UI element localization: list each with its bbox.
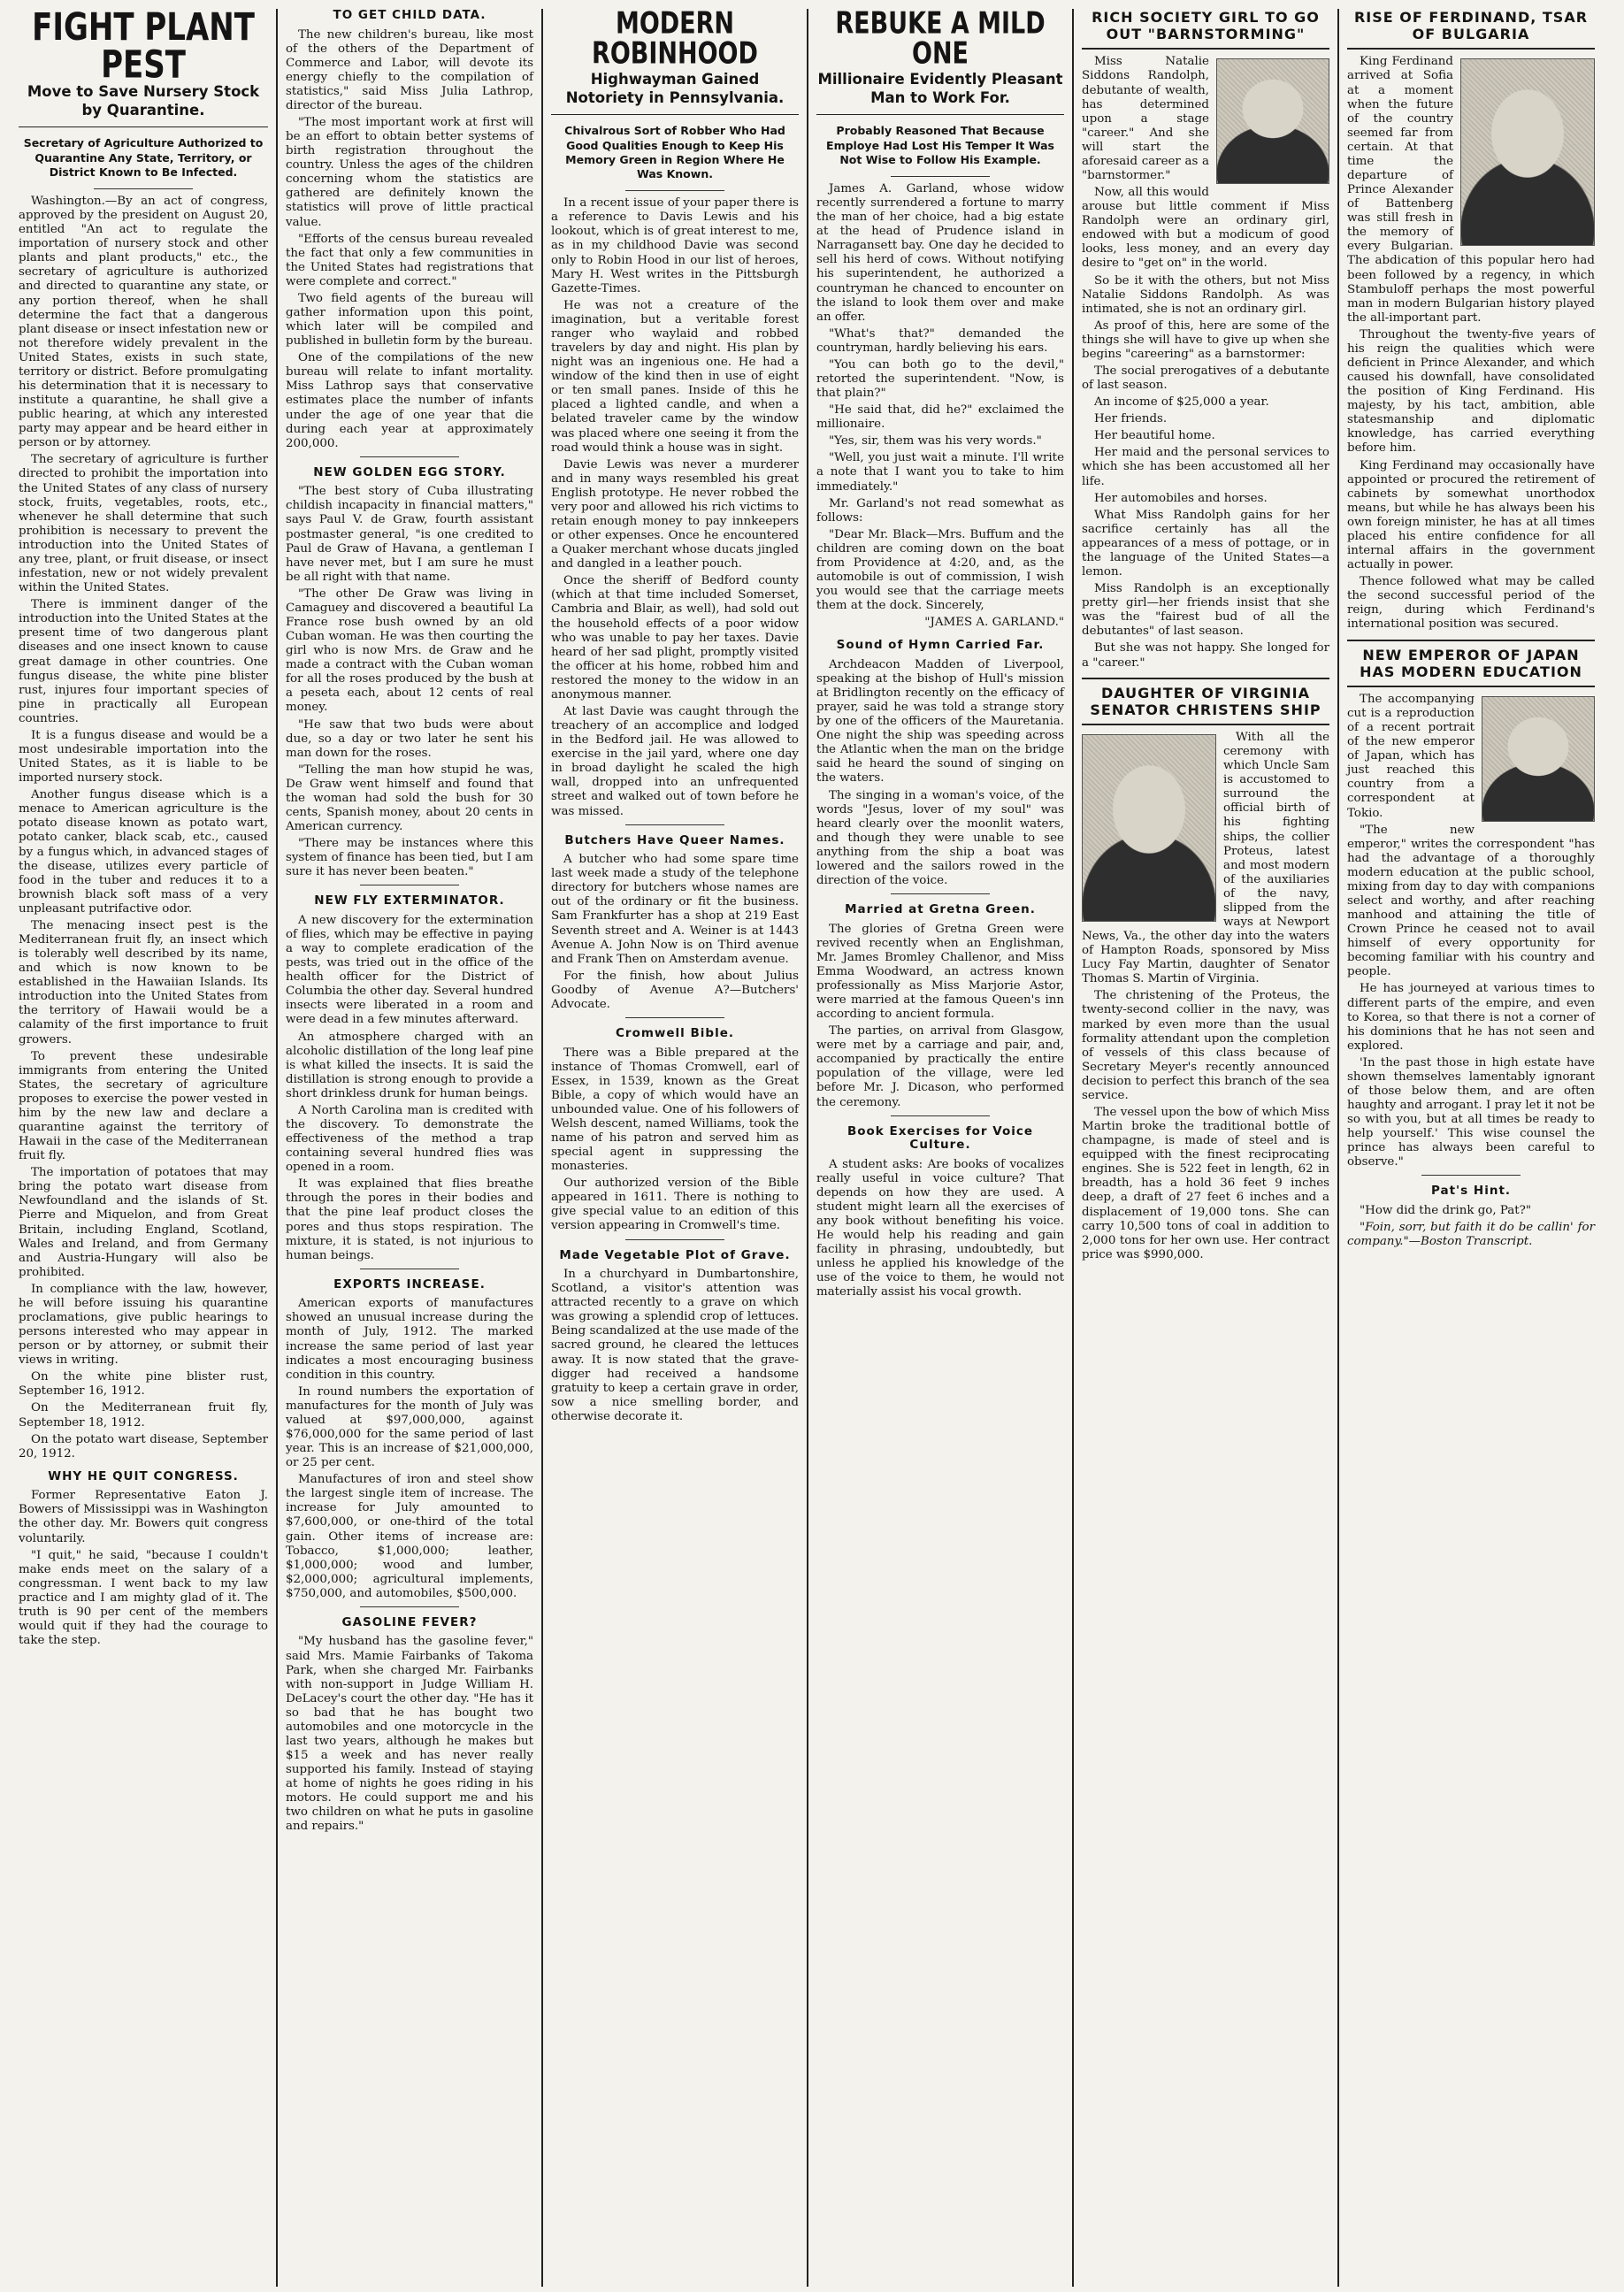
divider — [625, 824, 724, 825]
paragraph: "You can both go to the devil," retorted the superintendent. "Now, is that plain?" — [816, 357, 1064, 401]
article-body-cromwell-bible — [551, 1046, 799, 1234]
headline-fly-exterminator: NEW FLY EXTERMINATOR. — [314, 893, 505, 908]
paragraph: A butcher who had some spare time last week made a study of the telephone directory for butchers whose names are out of the ordinary or fit the business. Sam Frankfurter has a shop at 219 East Seventh street and A. Weiner is at 1443 Avenue A. John Now is on Third avenue and Frank Then on Amsterdam avenue. — [551, 853, 799, 966]
paragraph: The new children's bureau, like most of the others of the Department of Commerce and Labor, will devote its energy chiefly to the compilation of statistics," said Miss Julia Lathrop, director of the bureau. — [286, 27, 533, 112]
headline-emperor-of-japan: NEW EMPEROR OF JAPAN HAS MODERN EDUCATION — [1360, 646, 1582, 680]
paragraph: A student asks: Are books of vocalizes really useful in voice culture? That depends on how they are used. A student might learn all the exercises of any book without benefiting his voice. He would help his reading and gain facility in phrasing, undoubtedly, but unless he applied his knowledge of the use of the voice to them, he would not materially assist his vocal growth. — [816, 1157, 1064, 1299]
divider — [1082, 48, 1329, 50]
paragraph: In compliance with the law, however, he will before issuing his quarantine proclamations, give public hearings to persons interested who may appear in person or by attorney, or submit their views in writing. — [19, 1282, 268, 1368]
divider — [360, 456, 459, 457]
paragraph: On the potato wart disease, September 20, 1912. — [19, 1432, 268, 1460]
paragraph: "Dear Mr. Black—Mrs. Buffum and the children are coming down on the boat from Providence at 4:20, and, as the automobile is out of commission, I wish you would see that the carriage meets them at the dock. Sincerely, — [816, 527, 1064, 613]
paragraph: Manufactures of iron and steel show the largest single item of increase. The increase for July amounted to $7,600,000, or one-third of the total gain. Other items of increase are: Tobacco, $1,000,000; leather, $1,000,000; wood and lumber, $2,000,000; agricultural implements, $750,000, and automobiles, $500,000. — [286, 1473, 533, 1600]
paragraph: Former Representative Eaton J. Bowers of Mississippi was in Washington the other day. Mr. Bowers quit congress voluntarily. — [19, 1489, 268, 1545]
paragraph: An income of $25,000 a year. — [1094, 395, 1269, 410]
headline-modern-robinhood: MODERN ROBINHOOD — [592, 9, 758, 71]
paragraph: Miss Natalie Siddons Randolph, debutante of wealth, has determined upon a stage "career." And she will start the aforesaid career as a "barnstormer." — [1082, 55, 1209, 182]
article-body-plant-pest — [19, 195, 268, 1461]
headline-butchers: Butchers Have Queer Names. — [564, 832, 785, 847]
paragraph: Another fungus disease which is a menace to American agriculture is the potato disease known as potato wart, potato canker, black scab, etc., caused by a fungus which, in advanced stages of the disease, utilizes every particle of food in the tuber and reduces it to a brownish black soft mass of a very unpleasant putrifactive odor. — [19, 788, 268, 916]
paragraph: Once the sheriff of Bedford county (which at that time included Somerset, Cambria and Blair, as well), had sold out the household effects of a poor widow who was unable to pay her taxes. Davie heard of her sad plight, promptly visited the officer at his home, robbed him and restored the money to the widow in an anonymous manner. — [551, 574, 799, 701]
headline-rebuke-mild-one: REBUKE A MILD ONE — [835, 9, 1046, 71]
article-body-rebuke — [816, 182, 1064, 613]
paragraph: An atmosphere charged with an alcoholic distillation of the long leaf pine is what killed the insects. It is said the distillation is strong enough to provide a short drinkless drunk for human beings. — [286, 1030, 533, 1100]
paragraph: "Efforts of the census bureau revealed the fact that only a few communities in the United States had registrations that were complete and correct." — [286, 232, 533, 288]
headline-exports: EXPORTS INCREASE. — [333, 1276, 486, 1292]
divider — [1347, 640, 1595, 641]
divider — [891, 1115, 990, 1116]
article-body-why-he-quit — [19, 1489, 268, 1648]
headline-child-data: TO GET CHILD DATA. — [333, 9, 486, 22]
divider — [625, 1017, 724, 1018]
paragraph: In a recent issue of your paper there is a reference to Davis Lewis and his lookout, which is of great interest to me, as in my childhood Davie was second only to Robin Hood in our list of heroes, Mary H. West writes in the Pittsburgh Gazette-Times. — [551, 196, 799, 295]
portrait-image-natalie-randolph — [1216, 58, 1329, 184]
subdeck-secretary: Secretary of Agriculture Authorized to Quarantine Any State, Territory, or District Known to Be Infected. — [23, 136, 264, 179]
paragraph: It is a fungus disease and would be a most undesirable importation into the United States, as it is liable to be imported nursery stock. — [19, 728, 268, 786]
paragraph: The accompanying cut is a reproduction of a recent portrait of the new emperor of Japan, which has just reached this country from a correspondent at Tokio. — [1347, 692, 1475, 820]
column-2 — [276, 9, 541, 2287]
paragraph: King Ferdinand may occasionally have appointed or procured the retirement of cabinets by somewhat unorthodox means, but while he has always been his own foreign minister, he has at all times placed his entire confidence for all internal affairs in the government actually in power. — [1347, 458, 1595, 572]
paragraph: "The most important work at first will be an effort to obtain better systems of birth registration throughout the country. Unless the ages of the children concerning whom the statistics are gathered are definitely known the statistics will prove of little practical value. — [286, 115, 533, 229]
paragraph: The singing in a woman's voice, of the words "Jesus, lover of my soul" was heard clearly over the moonlit waters, and though they were unable to see anything from the ship a boat was lowered and the sailors rowed in the direction of the voice. — [816, 788, 1064, 888]
paragraph: The secretary of agriculture is further directed to prohibit the importation into the United States of any class of nursery stock, fruits, vegetables, roots, etc., whenever he shall determine that such prohibition is necessary to prevent the introduction into the United States of any tree, plant, or fruit disease, or insect infestation, new or not widely prevalent within the United States. — [19, 453, 268, 595]
paragraph: "Telling the man how stupid he was, De Graw went himself and found that the woman had sold the bush for 30 cents, Spanish money, about 20 cents in American currency. — [286, 763, 533, 834]
divider — [891, 176, 990, 177]
paragraph: James A. Garland, whose widow recently surrendered a fortune to marry the man of her choice, had a big estate at the head of Prudence island in Narragansett bay. One day he decided to sell his herd of cows. Without notifying his superintendent, he authorized a countryman he chanced to encounter on the island to look them over and make an offer. — [816, 182, 1064, 324]
divider — [625, 1239, 724, 1240]
article-body-christens-ship — [1082, 731, 1329, 1262]
paragraph: King Ferdinand arrived at Sofia at a moment when the future of the country seemed far from certain. At that time the departure of Prince Alexander of Battenberg was still fresh in the memory of every Bulgarian. The abdication of this popular hero had been followed by a regency, in which Stambuloff perhaps the most powerful man in modern Bulgarian history played the all-important part. — [1347, 55, 1595, 325]
paragraph: On the white pine blister rust, September 16, 1912. — [19, 1370, 268, 1399]
paragraph: So be it with the others, but not Miss Natalie Siddons Randolph. As was intimated, she is not an ordinary girl. — [1082, 273, 1329, 316]
paragraph: "The best story of Cuba illustrating childish incapacity in financial matters," says Paul V. de Graw, fourth assistant postmaster general, "is one credited to Paul de Graw of Havana, a gentleman I have never met, but I am sure he must be all right with that name. — [286, 485, 533, 584]
paragraph: In a churchyard in Dumbartonshire, Scotland, a visitor's attention was attracted recently to a grave on which was growing a splendid crop of lettuces. Being scandalized at the use made of the sacred ground, he cleared the lettuces away. It is now stated that the grave-digger had received a handsome gratuity to keep a certain grave in order, sow a nice smelling border, and otherwise decorate it. — [551, 1268, 799, 1423]
paragraph: Her maid and the personal services to which she has been accustomed all her life. — [1082, 446, 1329, 488]
paragraph: "The new emperor," writes the correspondent "has had the advantage of a thoroughly modern education at the public school, mixing from day to day with companions select and worthy, and after reaching manhood and attaining the title of Crown Prince he ceased not to avail himself of every opportunity for becoming familiar with his country and people. — [1347, 823, 1595, 979]
paragraph: The menacing insect pest is the Mediterranean fruit fly, an insect which is tolerably well described by its name, and which is now known to be established in the Hawaiian Islands. Its introduction into the United States from the territory of Hawaii would be a calamity of the first importance to fruit growers. — [19, 918, 268, 1046]
paragraph: The importation of potatoes that may bring the potato wart disease from Newfoundland and the islands of St. Pierre and Miquelon, and from Great Britain, including England, Scotland, Wales and Ireland, and from Germany and Austria-Hungary will also be prohibited. — [19, 1166, 268, 1279]
paragraph: "Yes, sir, them was his very words." — [829, 434, 1042, 448]
article-body-voice-culture — [816, 1158, 1064, 1300]
portrait-image-lucy-fay-martin — [1082, 734, 1216, 922]
article-body-fly-exterminator — [286, 914, 533, 1263]
divider — [94, 188, 194, 189]
paragraph: 'In the past those in high estate have shown themselves lamentably ignorant of those below them, and are often haughty and arrogant. I pray let it not be so with you, but at all times be ready to help yourself.' This wise counsel the prince has always been careful to observe." — [1347, 1055, 1595, 1169]
article-body-golden-egg — [286, 485, 533, 879]
paragraph: "He saw that two buds were about due, so a day or two later he sent his man down for the roses. — [286, 717, 533, 760]
article-body-child-data — [286, 28, 533, 451]
columns — [11, 9, 1613, 2287]
paragraph: At last Davie was caught through the treachery of an accomplice and lodged in the Bedford jail. He was allowed to exercise in the jail yard, where one day in broad daylight he scaled the high wall, dropped into an unfrequented street and walked out of town before he was missed. — [551, 704, 799, 818]
divider — [1421, 1175, 1521, 1176]
deck-millionaire: Millionaire Evidently Pleasant Man to Work For. — [816, 71, 1064, 115]
paragraph: The vessel upon the bow of which Miss Martin broke the traditional bottle of champagne, is made of steel and is equipped with the finest reciprocating engines. She is 522 feet in length, 62 in breadth, has a hold 36 feet 9 inches deep, a draft of 27 feet 6 inches and a displacement of 19,000 tons. She can carry 10,500 tons of coal in addition to 2,000 tons for her own use. Her contract price was $990,000. — [1082, 1105, 1329, 1261]
paragraph: A new discovery for the extermination of flies, which may be effective in paying a way to complete eradication of the pests, was tried out in the office of the health officer for the District of Columbia the other day. Several hundred insects were liberated in a room and were dead in a few minutes afterward. — [286, 913, 533, 1027]
column-5 — [1072, 9, 1337, 2287]
paragraph: Her friends. — [1094, 412, 1168, 426]
paragraph: "My husband has the gasoline fever," said Mrs. Mamie Fairbanks of Takoma Park, when she charged Mr. Fairbanks with non-support in Judge William H. DeLacey's court the other day. "He has it so bad that he has bought two automobiles and one motorcycle in the last two years, although he makes but $15 a week and has never really supported his family. Instead of staying at home of nights he goes riding in his motors. He could support me and his two children on what he puts in gasoline and repairs." — [286, 1635, 533, 1834]
paragraph: He was not a creature of the imagination, but a veritable forest ranger who waylaid and robbed travelers by day and night. His plan by night was an ingenious one. He had a window of the kind then in use of eight or ten small panes. Inside of this he placed a lighted candle, and when a belated traveler came by the window was placed where one seeing it from the road would think a house was in sight. — [551, 298, 799, 455]
paragraph: "Well, you just wait a minute. I'll write a note that I want you to take to him immediately." — [816, 451, 1064, 494]
paragraph: It was explained that flies breathe through the pores in their bodies and that the pine leaf product closes the pores and thus stops respiration. The mixture, it is stated, is not injurious to human beings. — [286, 1177, 533, 1262]
article-body-emperor-japan — [1347, 693, 1595, 1170]
headline-cromwell-bible: Cromwell Bible. — [616, 1025, 734, 1040]
article-body-robinhood — [551, 196, 799, 818]
headline-daughter-of-virginia: DAUGHTER OF VIRGINIA SENATOR CHRISTENS SHIP — [1090, 684, 1321, 718]
divider — [625, 190, 724, 191]
paragraph: The parties, on arrival from Glasgow, were met by a carriage and pair, and, accompanied by practically the entire population of the village, were led before Mr. J. Dicason, who performed the ceremony. — [816, 1024, 1064, 1109]
paragraph: Mr. Garland's not read somewhat as follows: — [816, 496, 1064, 525]
paragraph: To prevent these undesirable immigrants from entering the United States, the secretary of agriculture proposes to exercise the power vested in him by the new law and declare a quarantine against the territory of Hawaii in the case of the Mediterranean fruit fly. — [19, 1049, 268, 1163]
deck-quarantine: Move to Save Nursery Stock by Quarantine. — [19, 83, 268, 127]
headline-gasoline-fever: GASOLINE FEVER? — [341, 1614, 478, 1629]
paragraph: In round numbers the exportation of manufactures for the month of July was valued at $97,000,000, against $76,000,000 for the same period of last year. This is an increase of $21,000,000, or 25 per cent. — [286, 1384, 533, 1470]
paragraph: Her automobiles and horses. — [1094, 491, 1268, 505]
paragraph: Miss Randolph is an exceptionally pretty girl—her friends insist that she was the "fairest bud of all the debutantes" of last season. — [1082, 582, 1329, 639]
article-body-pats-hint — [1347, 1204, 1595, 1249]
divider — [360, 1606, 459, 1607]
headline-fight-plant-pest: FIGHT PLANT PEST — [32, 9, 255, 88]
subdeck-chivalrous: Chivalrous Sort of Robber Who Had Good Qualities Enough to Keep His Memory Green in Region Where He Was Known. — [564, 124, 785, 180]
paragraph: "He said that, did he?" exclaimed the millionaire. — [816, 403, 1064, 432]
article-body-gretna-green — [816, 923, 1064, 1110]
paragraph: The christening of the Proteus, the twenty-second collier in the navy, was marked by even more than the usual formality attendant upon the completion of vessels of this class because of Secretary Meyer's recently announced decision to perfect this branch of the sea service. — [1082, 989, 1329, 1102]
column-3 — [541, 9, 807, 2287]
headline-voice-culture: Book Exercises for Voice Culture. — [846, 1123, 1034, 1153]
portrait-image-king-ferdinand — [1460, 58, 1595, 246]
divider — [1347, 48, 1595, 50]
paragraph: On the Mediterranean fruit fly, September 18, 1912. — [19, 1401, 268, 1430]
headline-golden-egg: NEW GOLDEN EGG STORY. — [313, 464, 506, 479]
divider — [1082, 724, 1329, 725]
article-body-society-girl — [1082, 55, 1329, 670]
signature-garland: "JAMES A. GARLAND." — [924, 616, 1064, 630]
headline-sound-of-hymn: Sound of Hymn Carried Far. — [836, 638, 1045, 653]
column-6 — [1337, 9, 1603, 2287]
paragraph: American exports of manufactures showed an unusual increase during the month of July, 1912. The marked increase the same period of last year indicates a most encouraging business condition in this country. — [286, 1297, 533, 1382]
headline-why-he-quit: WHY HE QUIT CONGRESS. — [48, 1468, 239, 1483]
paragraph: "The other De Graw was living in Camaguey and discovered a beautiful La France rose bush owned by an old Cuban woman. He was then courting the girl who is now Mrs. de Graw and he made a contract with the Cuban woman for all the roses produced by the bush at a peseta each, about 12 cents of real money. — [286, 586, 533, 715]
paragraph: A North Carolina man is credited with the discovery. To demonstrate the effectiveness of the method a trap containing several hundred flies was opened in a room. — [286, 1103, 533, 1175]
article-body-gasoline-fever — [286, 1635, 533, 1834]
paragraph: "What's that?" demanded the countryman, hardly believing his ears. — [816, 326, 1064, 355]
paragraph: But she was not happy. She longed for a "career." — [1082, 641, 1329, 670]
paragraph: For the finish, how about Julius Goodby of Avenue A?—Butchers' Advocate. — [551, 969, 799, 1011]
paragraph: With all the ceremony with which Uncle Sam is accustomed to surround the official birth of his fighting ships, the collier Proteus, latest and most modern of the auxiliaries of the navy, slipped from the ways at Newport News, Va., the other day into the waters of Hampton Roads, sponsored by Miss Lucy Fay Martin, daughter of Senator Thomas S. Martin of Virginia. — [1082, 730, 1329, 986]
headline-pats-hint: Pat's Hint. — [1430, 1184, 1512, 1199]
paragraph: "There may be instances where this system of finance has been tied, but I am sure it has never been beaten." — [286, 837, 533, 879]
paragraph: Our authorized version of the Bible appeared in 1611. There is nothing to give special value to an edition of this version appearing in Cromwell's time. — [551, 1177, 799, 1233]
paragraph: Thence followed what may be called the second successful period of the reign, during which Ferdinand's international position was secured. — [1347, 575, 1595, 632]
article-body-ferdinand — [1347, 55, 1595, 632]
article-body-hymn — [816, 658, 1064, 888]
paragraph: Two field agents of the bureau will gather information upon this point, which later will be compiled and published in bulletin form by the bureau. — [286, 291, 533, 349]
headline-rise-of-ferdinand: RISE OF FERDINAND, TSAR OF BULGARIA — [1353, 9, 1589, 43]
paragraph: There is imminent danger of the introduction into the United States at the present time of two dangerous plant diseases and one insect known to cause great damage in other countries. One fungus disease, the white pine blister rust, injures four important species of pine in practically all European countries. — [19, 598, 268, 725]
divider — [891, 893, 990, 894]
paragraph: What Miss Randolph gains for her sacrifice certainly has all the appearances of a mess of pottage, or in the language of the United States—a lemon. — [1082, 508, 1329, 579]
paragraph: There was a Bible prepared at the instance of Thomas Cromwell, earl of Essex, in 1539, known as the Great Bible, a copy of which would have an unbounded value. One of his followers of Welsh descent, named Williams, took the name of his patron and served him as special agent in suppressing the monasteries. — [551, 1046, 799, 1174]
paragraph: He has journeyed at various times to different parts of the empire, and even to Korea, so that there is not a corner of his dominions that he has not seen and explored. — [1347, 982, 1595, 1053]
paragraph: Her beautiful home. — [1094, 429, 1215, 443]
paragraph: Archdeacon Madden of Liverpool, speaking at the bishop of Hull's mission at Bridlington recently on the efficacy of prayer, said he was told a strange story by one of the officers of the Mauretania. One night the ship was speeding across the Atlantic when the man on the bridge said he heard the sound of singing on the waters. — [816, 657, 1064, 786]
article-body-butchers — [551, 853, 799, 1012]
paragraph: Washington.—By an act of congress, approved by the president on August 20, entitled "An act to regulate the importation of nursery stock and other plants and plant products," etc., the secretary of agriculture is authorized and directed to quarantine any state, or any portion thereof, when he shall determine the fact that a dangerous plant disease or insect infestation new or not therefore widely prevalent in the United States, exists in such state, territory or district. Before promulgating his determination that it is necessary to institute a quarantine, he shall give a public hearing, at which any interested party may appear and be heard either in person or by attorney. — [19, 195, 268, 450]
column-1 — [11, 9, 276, 2287]
subdeck-employe: Probably Reasoned That Because Employe Had Lost His Temper It Was Not Wise to Follow His Example. — [826, 124, 1054, 166]
paragraph: "Foin, sorr, but faith it do be callin' for company."—Boston Transcript. — [1347, 1221, 1595, 1249]
headline-rich-society-girl: RICH SOCIETY GIRL TO GO OUT "BARNSTORMING" — [1092, 9, 1320, 43]
paragraph: Davie Lewis was never a murderer and in many ways resembled his great English prototype. He never robbed the very poor and allowed his rich victims to retain enough money to pay innkeepers or other expenses. Once he encountered a Quaker merchant whose ducats jingled and dangled in a leather pouch. — [551, 457, 799, 571]
paragraph: As proof of this, here are some of the things she will have to give up when she begins "careering" as a barnstormer: — [1082, 318, 1329, 361]
portrait-image-emperor-japan — [1482, 696, 1595, 822]
divider — [1347, 686, 1595, 687]
paragraph: "I quit," he said, "because I couldn't make ends meet on the salary of a congressman. I went back to my law practice and I am mighty glad of it. The truth is 90 per cent of the members would quit if they had the courage to take the step. — [19, 1548, 268, 1648]
paragraph: One of the compilations of the new bureau will relate to infant mortality. Miss Lathrop says that conservative estimates place the number of infants under the age of one year that die during each year at approximately 200,000. — [286, 351, 533, 450]
paragraph: The social prerogatives of a debutante of last season. — [1082, 364, 1329, 393]
paragraph: Now, all this would arouse but little comment if Miss Randolph were an ordinary girl, endowed with but a modicum of good looks, less money, and an every day desire to "get on" in the world. — [1082, 186, 1329, 271]
paragraph: "How did the drink go, Pat?" — [1360, 1203, 1531, 1217]
article-body-exports — [286, 1297, 533, 1601]
paragraph: The glories of Gretna Green were revived recently when an Englishman, Mr. James Bromley Challenor, and Miss Emma Woodward, an actress known professionally as Miss Marjorie Astor, were married at the famous Queen's inn according to ancient formula. — [816, 922, 1064, 1022]
divider — [1082, 678, 1329, 679]
article-body-vegetable-grave — [551, 1268, 799, 1424]
column-4 — [807, 9, 1072, 2287]
headline-vegetable-grave: Made Vegetable Plot of Grave. — [559, 1247, 791, 1262]
headline-gretna-green: Married at Gretna Green. — [845, 902, 1036, 917]
deck-highwayman: Highwayman Gained Notoriety in Pennsylvania. — [551, 71, 799, 115]
paragraph: Throughout the twenty-five years of his reign the qualities which were deficient in Prince Alexander, and which caused his downfall, have consolidated the position of King Ferdinand. His majesty, by his tact, ambition, able statesmanship and diplomatic knowledge, has carried everything before him. — [1347, 327, 1595, 456]
